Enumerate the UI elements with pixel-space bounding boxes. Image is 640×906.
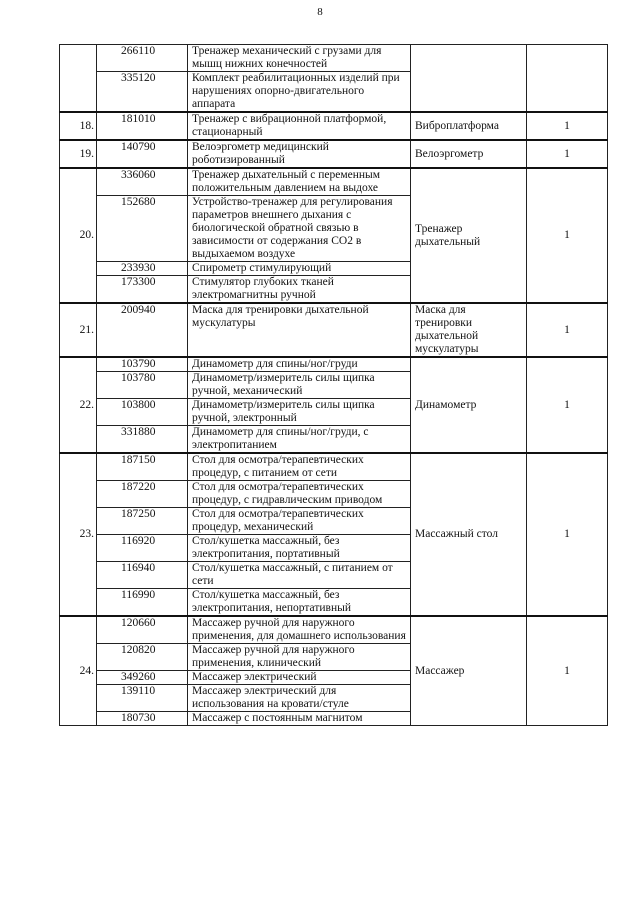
item-name: Динамометр/измеритель силы щипка ручной, механический bbox=[188, 372, 411, 399]
item-name: Стол для осмотра/терапевтических процедур, с гидравлическим приводом bbox=[188, 481, 411, 508]
item-name: Комплект реабилитационных изделий при нарушениях опорно-двигательного аппарата bbox=[188, 72, 411, 113]
item-code: 349260 bbox=[97, 671, 188, 685]
equipment-group-name: Массажный стол bbox=[411, 453, 527, 616]
quantity bbox=[527, 45, 608, 113]
item-name: Массажер электрический для использования на кровати/стуле bbox=[188, 685, 411, 712]
table-row bbox=[60, 357, 608, 372]
item-code: 103780 bbox=[97, 372, 188, 399]
item-name: Тренажер механический с грузами для мышц нижних конечностей bbox=[188, 45, 411, 72]
item-code: 335120 bbox=[97, 72, 188, 113]
item-code: 181010 bbox=[97, 112, 188, 140]
item-name: Устройство-тренажер для регулирования параметров внешнего дыхания с биологической обратной связью в зависимости от содержания СО2 в выдыхаемом воздухе bbox=[188, 196, 411, 262]
quantity: 1 bbox=[527, 168, 608, 303]
table-row bbox=[60, 168, 608, 196]
item-name: Спирометр стимулирующий bbox=[188, 262, 411, 276]
item-code: 120660 bbox=[97, 616, 188, 644]
row-number: 20. bbox=[60, 168, 97, 303]
item-code: 233930 bbox=[97, 262, 188, 276]
equipment-group-name: Динамометр bbox=[411, 357, 527, 453]
row-number: 23. bbox=[60, 453, 97, 616]
row-number: 22. bbox=[60, 357, 97, 453]
quantity: 1 bbox=[527, 453, 608, 616]
row-number: 18. bbox=[60, 112, 97, 140]
item-name: Стол для осмотра/терапевтических процедур, с питанием от сети bbox=[188, 453, 411, 481]
item-name: Массажер с постоянным магнитом bbox=[188, 712, 411, 726]
row-number: 21. bbox=[60, 303, 97, 357]
table-row bbox=[60, 303, 608, 357]
quantity: 1 bbox=[527, 357, 608, 453]
item-name: Динамометр для спины/ног/груди bbox=[188, 357, 411, 372]
item-code: 266110 bbox=[97, 45, 188, 72]
row-number: 19. bbox=[60, 140, 97, 168]
quantity: 1 bbox=[527, 303, 608, 357]
item-name: Стол/кушетка массажный, без электропитания, непортативный bbox=[188, 589, 411, 617]
item-name: Массажер электрический bbox=[188, 671, 411, 685]
table-row bbox=[60, 45, 608, 72]
item-name: Стол для осмотра/терапевтических процедур, механический bbox=[188, 508, 411, 535]
item-code: 152680 bbox=[97, 196, 188, 262]
item-code: 336060 bbox=[97, 168, 188, 196]
row-number: 24. bbox=[60, 616, 97, 726]
item-code: 187150 bbox=[97, 453, 188, 481]
table-row bbox=[60, 453, 608, 481]
table-row bbox=[60, 140, 608, 168]
item-name: Массажер ручной для наружного применения, клинический bbox=[188, 644, 411, 671]
item-code: 140790 bbox=[97, 140, 188, 168]
equipment-group-name bbox=[411, 45, 527, 113]
item-name: Динамометр/измеритель силы щипка ручной, электронный bbox=[188, 399, 411, 426]
item-code: 200940 bbox=[97, 303, 188, 357]
item-name: Тренажер с вибрационной платформой, стационарный bbox=[188, 112, 411, 140]
page-number: 8 bbox=[317, 6, 323, 18]
item-code: 139110 bbox=[97, 685, 188, 712]
item-name: Велоэргометр медицинский роботизированный bbox=[188, 140, 411, 168]
quantity: 1 bbox=[527, 616, 608, 726]
item-code: 103790 bbox=[97, 357, 188, 372]
quantity: 1 bbox=[527, 112, 608, 140]
item-code: 103800 bbox=[97, 399, 188, 426]
equipment-group-name: Виброплатформа bbox=[411, 112, 527, 140]
equipment-group-name: Массажер bbox=[411, 616, 527, 726]
equipment-group-name: Тренажер дыхательный bbox=[411, 168, 527, 303]
item-name: Динамометр для спины/ног/груди, с электропитанием bbox=[188, 426, 411, 454]
item-code: 173300 bbox=[97, 276, 188, 304]
item-name: Тренажер дыхательный с переменным положительным давлением на выдохе bbox=[188, 168, 411, 196]
item-name: Стол/кушетка массажный, без электропитания, портативный bbox=[188, 535, 411, 562]
item-code: 116940 bbox=[97, 562, 188, 589]
item-code: 116920 bbox=[97, 535, 188, 562]
item-code: 120820 bbox=[97, 644, 188, 671]
item-name: Стол/кушетка массажный, с питанием от сети bbox=[188, 562, 411, 589]
quantity: 1 bbox=[527, 140, 608, 168]
item-code: 187250 bbox=[97, 508, 188, 535]
item-name: Стимулятор глубоких тканей электромагнитны ручной bbox=[188, 276, 411, 304]
item-name: Маска для тренировки дыхательной мускулатуры bbox=[188, 303, 411, 357]
equipment-table bbox=[59, 44, 608, 726]
item-code: 180730 bbox=[97, 712, 188, 726]
item-code: 331880 bbox=[97, 426, 188, 454]
item-code: 187220 bbox=[97, 481, 188, 508]
item-code: 116990 bbox=[97, 589, 188, 617]
item-name: Массажер ручной для наружного применения, для домашнего использования bbox=[188, 616, 411, 644]
table-row bbox=[60, 616, 608, 644]
equipment-group-name: Велоэргометр bbox=[411, 140, 527, 168]
table-row bbox=[60, 112, 608, 140]
row-number bbox=[60, 45, 97, 113]
equipment-group-name: Маска для тренировки дыхательной мускулатуры bbox=[411, 303, 527, 357]
